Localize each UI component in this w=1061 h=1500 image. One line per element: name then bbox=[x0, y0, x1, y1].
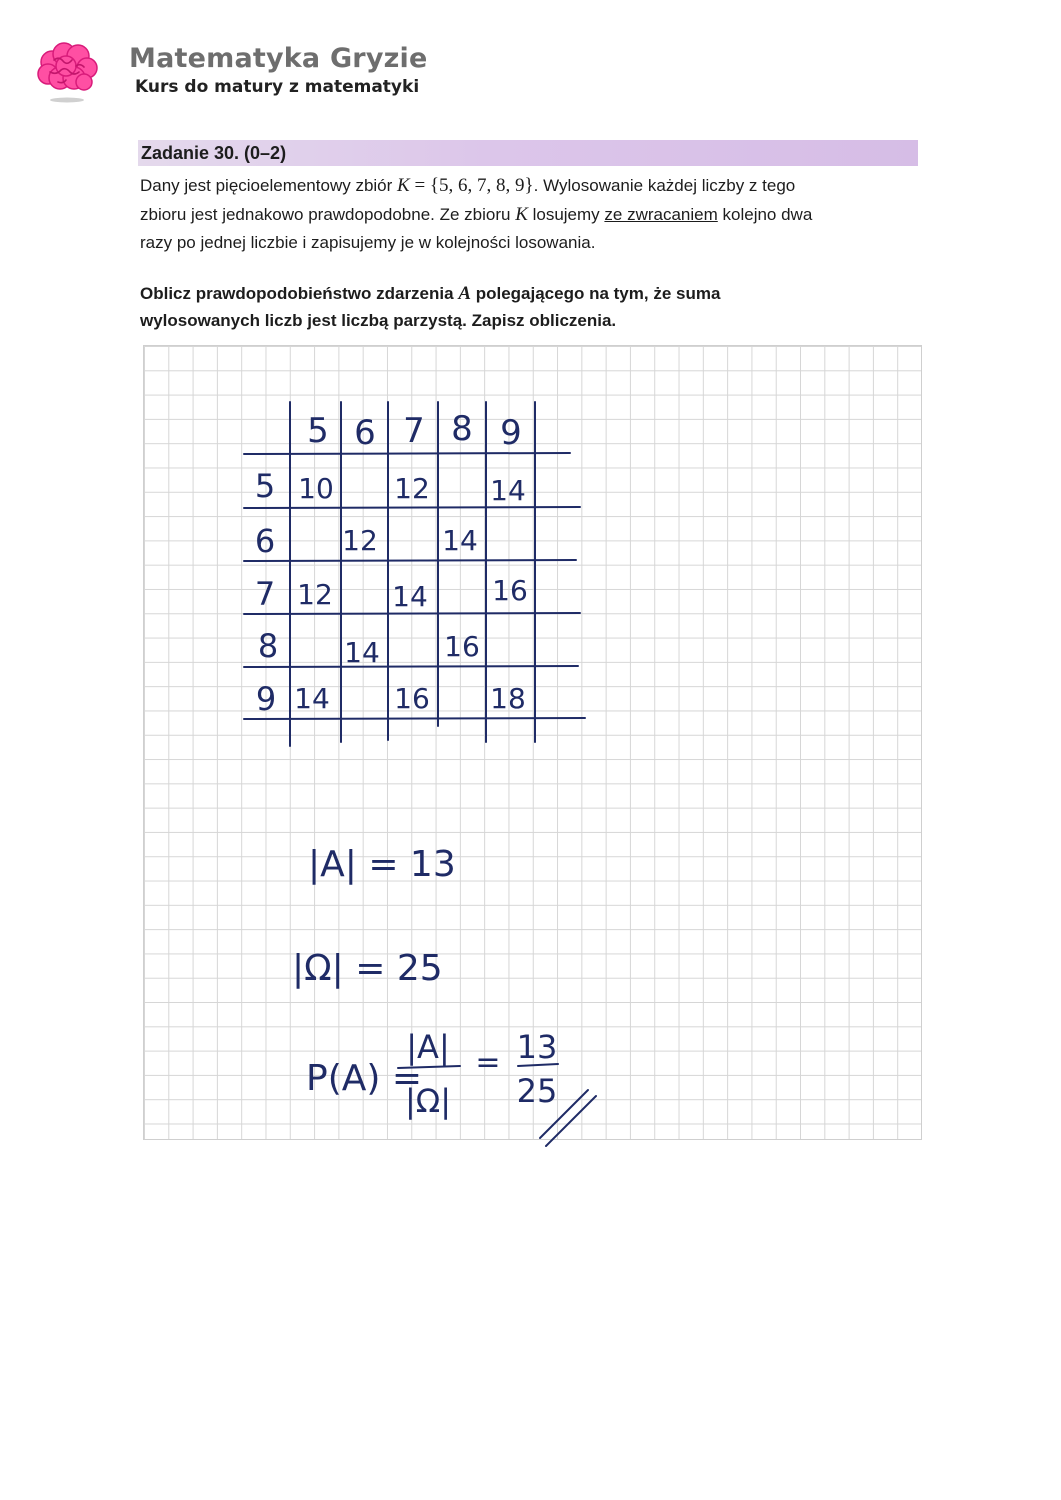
table-cell: 14 bbox=[294, 682, 330, 715]
task-text: Dany jest pięcioelementowy zbiór bbox=[140, 176, 398, 195]
row-header: 9 bbox=[255, 680, 277, 718]
task-text: losujemy bbox=[527, 204, 605, 224]
sample-space-count: |Ω| = 25 bbox=[292, 948, 443, 989]
table-cell: 14 bbox=[392, 580, 428, 613]
table-cell: 16 bbox=[394, 682, 430, 715]
event-variable: A bbox=[458, 283, 471, 304]
set-variable: K bbox=[515, 203, 528, 225]
table-cell: 14 bbox=[490, 474, 526, 507]
table-cell: 16 bbox=[444, 630, 480, 663]
task-title: Zadanie 30. (0–2) bbox=[141, 143, 287, 163]
col-header: 7 bbox=[403, 411, 425, 451]
result-numerator: 13 bbox=[516, 1028, 558, 1066]
row-header: 6 bbox=[254, 522, 276, 560]
probability-label: P(A) = bbox=[306, 1058, 423, 1099]
table-cell: 14 bbox=[442, 524, 478, 557]
col-header: 6 bbox=[354, 413, 376, 453]
result-denominator: 25 bbox=[516, 1072, 558, 1110]
row-header: 7 bbox=[254, 575, 276, 613]
col-header: 8 bbox=[451, 409, 473, 449]
row-header: 8 bbox=[257, 627, 279, 665]
table-cell: 14 bbox=[344, 636, 380, 669]
brand-subtitle: Kurs do matury z matematyki bbox=[135, 77, 420, 97]
table-column-headers bbox=[307, 409, 522, 453]
table-cell: 10 bbox=[298, 472, 334, 505]
set-variable: K bbox=[397, 175, 410, 196]
task-line-3: razy po jednej liczbie i zapisujemy je w kolejności losowania. bbox=[140, 233, 596, 252]
brand-title: Matematyka Gryzie bbox=[129, 43, 428, 74]
set-definition: = {5, 6, 7, 8, 9} bbox=[409, 175, 534, 196]
question-line-2: wylosowanych liczb jest liczbą parzystą. Zapisz obliczenia. bbox=[140, 311, 617, 330]
table-cell: 12 bbox=[394, 472, 430, 505]
underlined-phrase: ze zwracaniem bbox=[604, 204, 718, 224]
question-text: polegającego na tym, że suma bbox=[471, 284, 721, 303]
task-text: zbioru jest jednakowo prawdopodobne. Ze zbioru bbox=[140, 204, 516, 224]
table-cell: 16 bbox=[492, 574, 528, 607]
calculations bbox=[292, 844, 557, 1120]
fraction-denominator: |Ω| bbox=[404, 1082, 452, 1120]
fraction-numerator: |A| bbox=[406, 1028, 450, 1066]
equals-sign: = bbox=[475, 1045, 501, 1080]
question-text: Oblicz prawdopodobieństwo zdarzenia bbox=[140, 284, 459, 303]
task-text: . Wylosowanie każdej liczby z tego bbox=[533, 176, 796, 195]
row-header: 5 bbox=[254, 467, 276, 505]
task-text: kolejno dwa bbox=[717, 204, 813, 224]
table-cell: 18 bbox=[490, 682, 526, 715]
event-count: |A| = 13 bbox=[308, 844, 456, 885]
col-header: 9 bbox=[500, 413, 522, 453]
col-header: 5 bbox=[307, 411, 329, 451]
table-row-headers bbox=[255, 467, 278, 718]
table-cell: 12 bbox=[297, 578, 333, 611]
table-cell: 12 bbox=[342, 524, 378, 557]
